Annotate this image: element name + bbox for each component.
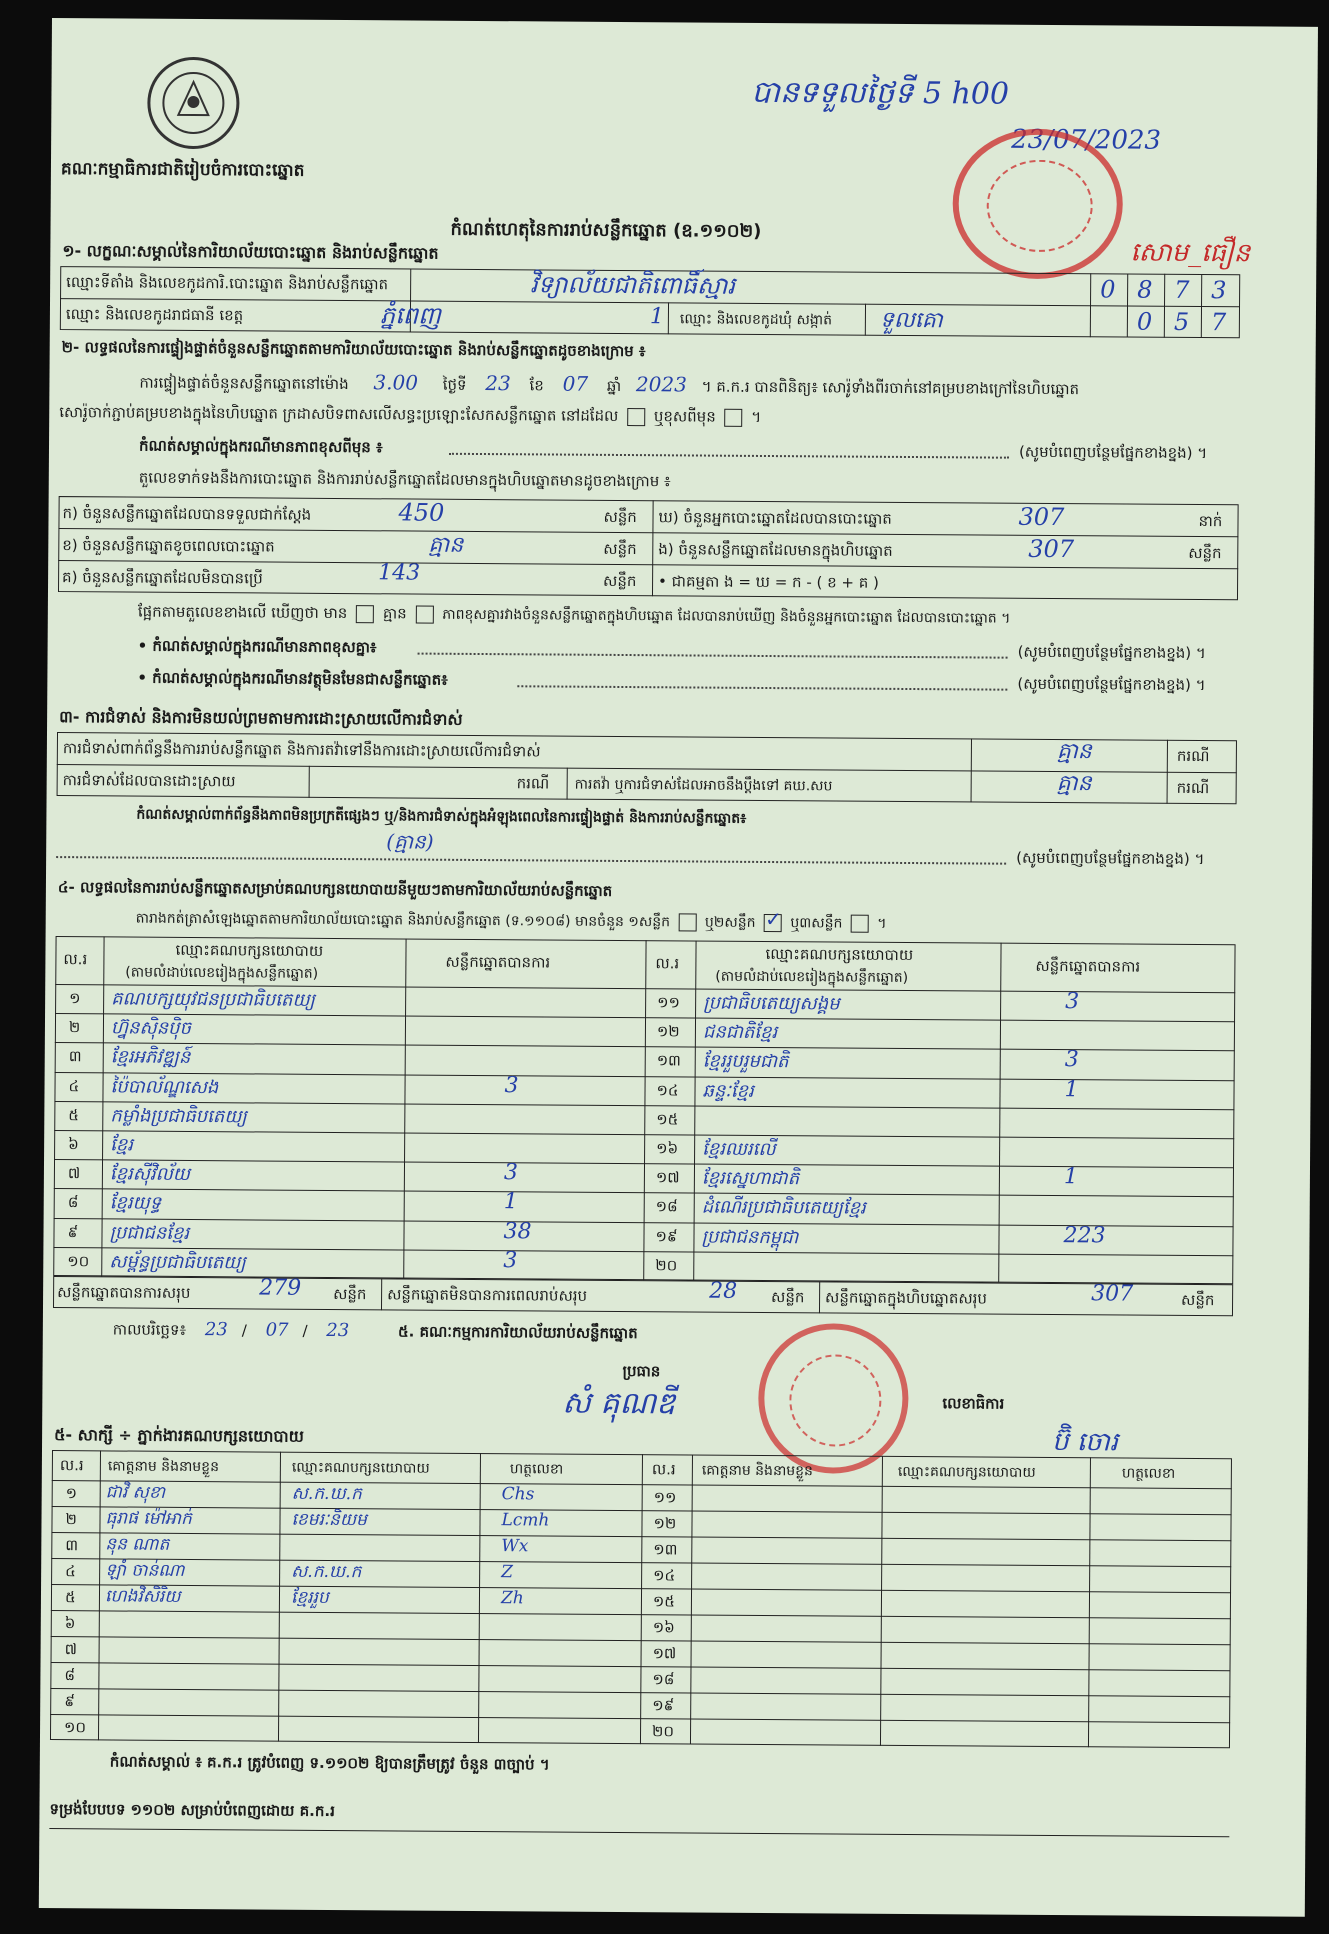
section5-title: ៥- សាក្សី ÷ ភ្នាក់ងារគណបក្សនយោបាយ bbox=[54, 1425, 304, 1446]
result-right-votes: 1 bbox=[1064, 1076, 1079, 1102]
result-left-votes: 1 bbox=[503, 1189, 518, 1215]
witness-no: ៥ bbox=[64, 1588, 76, 1607]
witness-party: ស.ក.ឃ.ក bbox=[291, 1483, 362, 1505]
secretary-signature: ប៊ិ ចោរ bbox=[1051, 1427, 1119, 1458]
invalid-total-label: សន្លឹកឆ្នោតមិនបានការពេលរាប់សរុប bbox=[387, 1285, 588, 1305]
result-left-party: ហ្វ៊ុនស៊ិនប៉ិច bbox=[110, 1017, 192, 1040]
tally-e-value: 307 bbox=[1028, 534, 1075, 564]
commune-code-3: 7 bbox=[1210, 308, 1227, 337]
bullet-difference: • កំណត់សម្គាល់ក្នុងករណីមានភាពខុសគ្នា៖ bbox=[137, 636, 377, 657]
result-right-party: ខ្មែររួបរួមជាតិ bbox=[702, 1050, 789, 1073]
verify-year: 2023 bbox=[635, 372, 687, 397]
form-title: កំណត់ហេតុនៃការរាប់សន្លឹកឆ្នោត (ឧ.១១០២) bbox=[450, 218, 762, 242]
tally-intro: តួលេខទាក់ទងនឹងការបោះឆ្នោត និងការរាប់សន្លឹកឆ្នោតដែលមានក្នុងហិបឆ្នោតមានដូចខាងក្រោម ៖ bbox=[138, 468, 671, 491]
tally-a-value: 450 bbox=[398, 498, 445, 527]
witness-name: ធុរាផ ម៉ៅអាក់ bbox=[105, 1508, 192, 1530]
witness-no: ២ bbox=[65, 1510, 77, 1529]
org-name: គណៈកម្មាធិការជាតិរៀបចំការបោះឆ្នោត bbox=[60, 159, 305, 181]
result-left-no: ៨ bbox=[67, 1193, 79, 1212]
result-left-no: ៩ bbox=[67, 1222, 79, 1241]
footnote: កំណត់សម្គាល់ ៖ គ.ក.រ ត្រូវបំពេញ ទ.១១០២ ឱ្យបានត្រឹមត្រូវ ចំនួន ៣ច្បាប់ ។ bbox=[109, 1752, 550, 1774]
witness-no: ១០ bbox=[64, 1718, 87, 1737]
witness-no-right: ១៣ bbox=[653, 1540, 678, 1559]
result-left-votes: 3 bbox=[503, 1160, 519, 1186]
invalid-total-value: 28 bbox=[709, 1278, 738, 1304]
witness-signature: Z bbox=[501, 1562, 514, 1583]
witness-no-right: ១៥ bbox=[652, 1592, 676, 1611]
unchanged-checkbox[interactable] bbox=[627, 408, 645, 426]
tally-a-unit: សន្លឹក bbox=[603, 507, 637, 527]
witness-no-right: ១៤ bbox=[653, 1566, 676, 1585]
seal-line: សោរ៉ូចាក់ភ្ជាប់គម្របខាងក្នុងនៃហិបឆ្នោត ក្រដាសបិទពាសលើសន្ធះប្រឡោះសែកសន្លឹកឆ្នោត នៅដដែល ឬខុសពីមុន ។ bbox=[59, 403, 762, 426]
witness-signature: Lcmh bbox=[501, 1510, 550, 1531]
witness-no-right: ១៨ bbox=[652, 1670, 675, 1689]
objection-row1-case: ករណី bbox=[1176, 746, 1210, 766]
form-footer: ទម្រង់បែបបទ ១១០២ សម្រាប់បំពេញដោយ គ.ក.រ bbox=[49, 1800, 335, 1821]
result-right-no: ១៩ bbox=[655, 1226, 678, 1245]
tally-a-label: ក) ចំនួនសន្លឹកឆ្នោតដែលបានទទួលជាក់ស្តែង bbox=[62, 504, 312, 524]
changed-checkbox[interactable] bbox=[724, 408, 742, 426]
witness-party: ខេមរៈនិយម bbox=[291, 1509, 367, 1531]
result-right-no: ១៣ bbox=[656, 1051, 681, 1070]
results-total-bar bbox=[53, 1276, 1233, 1316]
official-stamp-bottom bbox=[758, 1323, 909, 1474]
valid-total-label: សន្លឹកឆ្នោតបានការសរុប bbox=[57, 1283, 191, 1302]
witness-no: ៧ bbox=[64, 1640, 77, 1659]
tally-c-value: 143 bbox=[378, 560, 421, 586]
station-code-1: 0 bbox=[1100, 275, 1116, 304]
results-col-party-sub-left: (តាមលំដាប់លេខរៀងក្នុងសន្លឹកឆ្នោត) bbox=[125, 964, 319, 982]
result-right-no: ១១ bbox=[657, 993, 680, 1012]
result-left-party: គណបក្សយុវជនប្រជាធិបតេយ្យ bbox=[111, 988, 315, 1011]
witness-no-right: ១២ bbox=[653, 1514, 677, 1533]
result-left-no: ១ bbox=[69, 989, 81, 1008]
result-left-no: ៣ bbox=[68, 1047, 82, 1066]
tally-d-unit: នាក់ bbox=[1198, 512, 1223, 531]
diff-note-hint: (សូមបំពេញបន្ថែមផ្នែកខាងខ្នង) ។ bbox=[1018, 442, 1208, 463]
result-right-votes: 1 bbox=[1063, 1164, 1079, 1190]
two-sheet-checkbox[interactable]: ✓ bbox=[764, 906, 782, 932]
tally-formula: • ជាគម្មតា ង = ឃ = ក - ( ខ + គ ) bbox=[658, 572, 880, 592]
result-left-votes: 38 bbox=[503, 1218, 532, 1244]
bullet-foreign-object: • កំណត់សម្គាល់ក្នុងករណីមានវត្ថុមិនមែនជាសន្លឹកឆ្នោត៖ bbox=[137, 668, 448, 689]
box-total-label: សន្លឹកឆ្នោតក្នុងហិបឆ្នោតសរុប bbox=[825, 1288, 988, 1308]
diff-note-label: កំណត់សម្គាល់ក្នុងករណីមានភាពខុសពីមុន ៖ bbox=[138, 436, 383, 457]
witness-party: ខ្មែររួប bbox=[290, 1587, 329, 1608]
polling-station-label: ឈ្មោះទីតាំង និងលេខកូដការិ.បោះឆ្នោត និងរាប់សន្លឹកឆ្នោត bbox=[66, 273, 389, 294]
section1-title: ១- លក្ខណៈសម្គាល់នៃការិយាល័យបោះឆ្នោត និងរាប់សន្លឹកឆ្នោត bbox=[62, 241, 439, 263]
result-left-votes: 3 bbox=[503, 1247, 518, 1274]
result-right-votes: 223 bbox=[1063, 1222, 1106, 1248]
box-total-value: 307 bbox=[1091, 1281, 1134, 1307]
witness-col-party-right: ឈ្មោះគណបក្សនយោបាយ bbox=[897, 1463, 1036, 1481]
result-right-votes: 3 bbox=[1065, 989, 1080, 1015]
result-right-no: ១៧ bbox=[655, 1168, 680, 1187]
bullet-difference-hint: (សូមបំពេញបន្ថែមផ្នែកខាងខ្នង) ។ bbox=[1017, 642, 1206, 663]
result-right-party: ដំណើរប្រជាធិបតេយ្យខ្មែរ bbox=[701, 1196, 866, 1220]
witness-no-right: ២០ bbox=[651, 1722, 675, 1741]
valid-total-value: 279 bbox=[259, 1275, 302, 1301]
invalid-total-unit: សន្លឹក bbox=[771, 1288, 805, 1307]
committee-logo-icon bbox=[147, 57, 240, 150]
commune-label: ឈ្មោះ និងលេខកូដឃុំ សង្កាត់ bbox=[679, 311, 833, 329]
result-right-no: ១៤ bbox=[656, 1080, 679, 1099]
polling-station-value: វិទ្យាល័យជាតិពោធិ៍ស្មារ bbox=[530, 270, 736, 300]
results-col-votes-right: សន្លឹកឆ្នោតបានការ bbox=[1035, 956, 1141, 976]
commune-value: ទួលគោ bbox=[879, 307, 943, 334]
verify-day: 23 bbox=[485, 371, 511, 396]
result-left-no: ២ bbox=[68, 1018, 81, 1037]
witness-no: ៨ bbox=[64, 1666, 76, 1685]
tally-e-label: ង) ចំនួនសន្លឹកឆ្នោតដែលមានក្នុងហិបឆ្នោត bbox=[658, 540, 893, 560]
result-left-no: ១០ bbox=[67, 1251, 90, 1271]
witness-name: ឡាំ ចាន់ណា bbox=[105, 1560, 185, 1581]
verify-time: 3.00 bbox=[373, 370, 419, 395]
result-right-no: ១៥ bbox=[656, 1110, 679, 1129]
witness-name: ជាវិ សុខា bbox=[105, 1482, 166, 1503]
chair-label: ប្រធាន bbox=[622, 1362, 661, 1381]
irregularity-note: កំណត់សម្គាល់ពាក់ព័ន្ធនឹងភាពមិនប្រក្រតីផ្សេងៗ ឬ/និងការជំទាស់ក្នុងអំឡុងពេលនៃការផ្ទៀងផ្ទាត់ និងការរាប់សន្លឹកឆ្នោត៖ bbox=[136, 806, 747, 827]
result-left-votes: 3 bbox=[504, 1072, 519, 1098]
result-left-party: ខ្មែរស៊ីវិល័យ bbox=[109, 1163, 190, 1186]
received-note: បានទទួលថ្ងៃទី 5 h00 bbox=[751, 74, 1010, 112]
section4-title: ៤- លទ្ធផលនៃការរាប់សន្លឹកឆ្នោតសម្រាប់គណបក្សនយោបាយនីមួយៗតាមការិយាល័យរាប់សន្លឹកឆ្នោត bbox=[57, 878, 613, 900]
signature-date-line: កាលបរិច្ឆេទ៖ 23 / 07 / 23 ៥. គណៈកម្មការការិយាល័យរាប់សន្លឹកឆ្នោត bbox=[112, 1319, 638, 1343]
witness-col-party: ឈ្មោះគណបក្សនយោបាយ bbox=[291, 1459, 430, 1477]
commune-code-2: 5 bbox=[1173, 307, 1190, 336]
received-date: 23/07/2023 bbox=[1011, 124, 1162, 156]
witness-party: ស.ក.ឃ.ក bbox=[291, 1561, 362, 1583]
objection-row2-appeal: ការតវ៉ា ឬការជំទាស់ដែលអាចនឹងប្តឹងទៅ គឃ.សប bbox=[574, 776, 833, 795]
objection-row2-case-right: ករណី bbox=[1176, 778, 1210, 798]
tally-b-value: គ្មាន bbox=[428, 532, 464, 558]
witness-no-right: ១៧ bbox=[652, 1644, 677, 1663]
tally-b-unit: សន្លឹក bbox=[603, 539, 637, 559]
result-left-party: កម្លាំងប្រជាធិបតេយ្យ bbox=[110, 1105, 247, 1128]
tally-c-label: គ) ចំនួនសន្លឹកឆ្នោតដែលមិនបានប្រើ bbox=[62, 568, 263, 588]
tally-c-unit: សន្លឹក bbox=[603, 571, 637, 591]
received-by: សោម_ធឿន bbox=[1130, 237, 1251, 269]
results-col-no-right: ល.រ bbox=[655, 954, 680, 973]
witness-signature: Zh bbox=[500, 1588, 524, 1609]
tally-d-label: ឃ) ចំនួនអ្នកបោះឆ្នោតដែលបានបោះឆ្នោត bbox=[658, 508, 892, 528]
objection-row2-case: ករណី bbox=[516, 774, 550, 793]
result-left-party: ខ្មែរអភិវឌ្ឍន៍ bbox=[110, 1046, 191, 1069]
result-right-votes: 3 bbox=[1064, 1047, 1079, 1073]
official-stamp-top bbox=[952, 128, 1123, 279]
three-sheet-checkbox[interactable] bbox=[851, 915, 869, 933]
result-right-party: ប្រជាជនកម្ពុជា bbox=[701, 1226, 799, 1248]
witness-col-name: គោត្តនាម និងនាមខ្លួន bbox=[107, 1458, 220, 1476]
box-total-unit: សន្លឹក bbox=[1181, 1290, 1215, 1310]
result-right-party: ខ្មែរស្នេហាជាតិ bbox=[701, 1167, 800, 1190]
witness-no-right: ១៦ bbox=[652, 1618, 675, 1637]
witness-name: នុន ណាត bbox=[105, 1534, 170, 1555]
province-number: 1 bbox=[649, 304, 665, 330]
secretary-label: លេខាធិការ bbox=[942, 1394, 1005, 1413]
section2-title: ២- លទ្ធផលនៃការផ្ទៀងផ្ទាត់ចំនួនសន្លឹកឆ្នោតតាមការិយាល័យបោះឆ្នោត និងរាប់សន្លឹកឆ្នោតដូចខាងក្រោម ៖ bbox=[61, 338, 646, 361]
tally-sheet-line: តារាងកត់ត្រាសំឡេងឆ្នោតតាមការិយាល័យបោះឆ្នោត និងរាប់សន្លឹកឆ្នោត (ទ.១១០៨) មានចំនួន ១សន្លឹក ឬ២សន្លឹក ✓ ឬ៣សន្លឹក ។ bbox=[135, 906, 887, 932]
results-col-party-sub-right: (តាមលំដាប់លេខរៀងក្នុងសន្លឹកឆ្នោត) bbox=[715, 968, 909, 987]
commune-code-1: 0 bbox=[1136, 307, 1153, 336]
section3-title: ៣- ការជំទាស់ និងការមិនយល់ព្រមតាមការដោះស្រាយលើការជំទាស់ bbox=[59, 707, 463, 729]
irregularity-note-value: (គ្មាន) bbox=[386, 829, 434, 854]
witness-col-sign: ហត្ថលេខា bbox=[509, 1461, 564, 1478]
has-difference-checkbox[interactable] bbox=[356, 605, 374, 623]
objection-row2-value: គ្មាន bbox=[1056, 771, 1092, 797]
result-right-no: ១៦ bbox=[656, 1139, 679, 1158]
witness-signature: Chs bbox=[501, 1484, 535, 1505]
witness-no-right: ១១ bbox=[653, 1488, 677, 1507]
result-left-no: ៧ bbox=[67, 1164, 81, 1183]
witness-col-name-right: គោត្តនាម និងនាមខ្លួន bbox=[701, 1462, 814, 1480]
province-label: ឈ្មោះ និងលេខកូដរាជធានី ខេត្ត bbox=[65, 305, 244, 325]
witness-col-no-right: ល.រ bbox=[651, 1460, 676, 1479]
witness-no: ៤ bbox=[65, 1562, 76, 1581]
witness-no: ៦ bbox=[64, 1614, 76, 1633]
irregularity-hint: (សូមបំពេញបន្ថែមផ្នែកខាងខ្នង) ។ bbox=[1016, 848, 1205, 869]
result-right-no: ១២ bbox=[656, 1022, 680, 1041]
witness-col-sign-right: ហត្ថលេខា bbox=[1121, 1465, 1176, 1482]
results-col-votes-left: សន្លឹកឆ្នោតបានការ bbox=[445, 952, 551, 972]
station-code-4: 3 bbox=[1211, 276, 1227, 305]
station-code-2: 8 bbox=[1137, 275, 1153, 304]
results-col-party-left: ឈ្មោះគណបក្សនយោបាយ bbox=[175, 940, 324, 960]
tally-e-unit: សន្លឹក bbox=[1188, 543, 1222, 563]
result-left-no: ៥ bbox=[68, 1105, 80, 1125]
result-left-party: ប្រជាជនខ្មែរ bbox=[109, 1222, 190, 1244]
objection-row1-value: គ្មាន bbox=[1056, 739, 1092, 765]
form-sheet bbox=[39, 18, 1318, 1917]
province-value: ភ្នំពេញ bbox=[379, 301, 441, 330]
chair-signature: សំ គុណឌី bbox=[562, 1385, 676, 1422]
verify-month: 07 bbox=[562, 371, 589, 396]
tally-b-label: ខ) ចំនួនសន្លឹកឆ្នោតខូចពេលបោះឆ្នោត bbox=[62, 536, 275, 556]
witness-no: ៩ bbox=[64, 1692, 75, 1711]
difference-line: ផ្អែកតាមតួលេខខាងលើ ឃើញថា មាន គ្មាន ភាពខុសគ្នារវាងចំនួនសន្លឹកឆ្នោតក្នុងហិបឆ្នោត ដែលបានរាប់ឃើញ និងចំនួនអ្នកបោះឆ្នោត ដែលបានបោះឆ្នោត ។ bbox=[137, 602, 1011, 627]
station-code-3: 7 bbox=[1174, 275, 1190, 304]
one-sheet-checkbox[interactable] bbox=[678, 913, 696, 931]
result-left-no: ៤ bbox=[68, 1076, 80, 1095]
no-difference-checkbox[interactable] bbox=[415, 605, 433, 623]
bullet-foreign-hint: (សូមបំពេញបន្ថែមផ្នែកខាងខ្នង) ។ bbox=[1017, 674, 1206, 695]
result-right-party: ប្រជាធិបតេយ្យសង្គម bbox=[703, 992, 840, 1015]
verify-line: ការផ្ទៀងផ្ទាត់ចំនួនសន្លឹកឆ្នោតនៅម៉ោង 3.00 ថ្ងៃទី 23 ខែ 07 ឆ្នាំ 2023 ។ គ.ក.រ បានពិនិត្យ៖ សោរ៉ូទាំងពីរចាក់នៅគម្របខាងក្រៅនៃហិបឆ្នោត bbox=[139, 370, 1080, 399]
result-right-party: ឆន្ទៈខ្មែរ bbox=[702, 1080, 754, 1102]
results-col-no-left: ល.រ bbox=[63, 950, 88, 969]
objection-row2-label: ការជំទាស់ដែលបានដោះស្រាយ bbox=[62, 771, 236, 791]
witness-no: ៣ bbox=[65, 1536, 79, 1555]
result-right-party: ជនជាតិខ្មែរ bbox=[702, 1021, 778, 1044]
result-left-no: ៦ bbox=[68, 1135, 79, 1154]
witness-no: ១ bbox=[65, 1484, 78, 1503]
result-left-party: ខ្មែរយុទ្ធ bbox=[109, 1192, 162, 1215]
result-right-no: ២០ bbox=[655, 1256, 678, 1275]
valid-total-unit: សន្លឹក bbox=[333, 1284, 367, 1304]
witness-col-no: ល.រ bbox=[59, 1456, 84, 1475]
objection-row1-label: ការជំទាស់ពាក់ព័ន្ធនឹងការរាប់សន្លឹកឆ្នោត និងការតវ៉ាទៅនឹងការដោះស្រាយលើការជំទាស់ bbox=[62, 739, 541, 761]
result-right-no: ១៨ bbox=[655, 1197, 678, 1216]
witness-no-right: ១៩ bbox=[652, 1696, 675, 1715]
result-right-party: ខ្មែរឈរលើ bbox=[702, 1138, 776, 1161]
witness-signature: Wx bbox=[501, 1536, 529, 1557]
results-col-party-right: ឈ្មោះគណបក្សនយោបាយ bbox=[765, 945, 914, 965]
result-left-party: ប៉ៃបាល័ណ្ឌសេង bbox=[110, 1076, 219, 1098]
result-left-party: ខ្មែរ bbox=[110, 1134, 134, 1156]
witness-name: ហេងវិសិរិយ bbox=[104, 1586, 181, 1607]
tally-d-value: 307 bbox=[1018, 502, 1065, 532]
result-left-party: សម្ព័ន្ធប្រជាធិបតេយ្យ bbox=[109, 1251, 246, 1274]
